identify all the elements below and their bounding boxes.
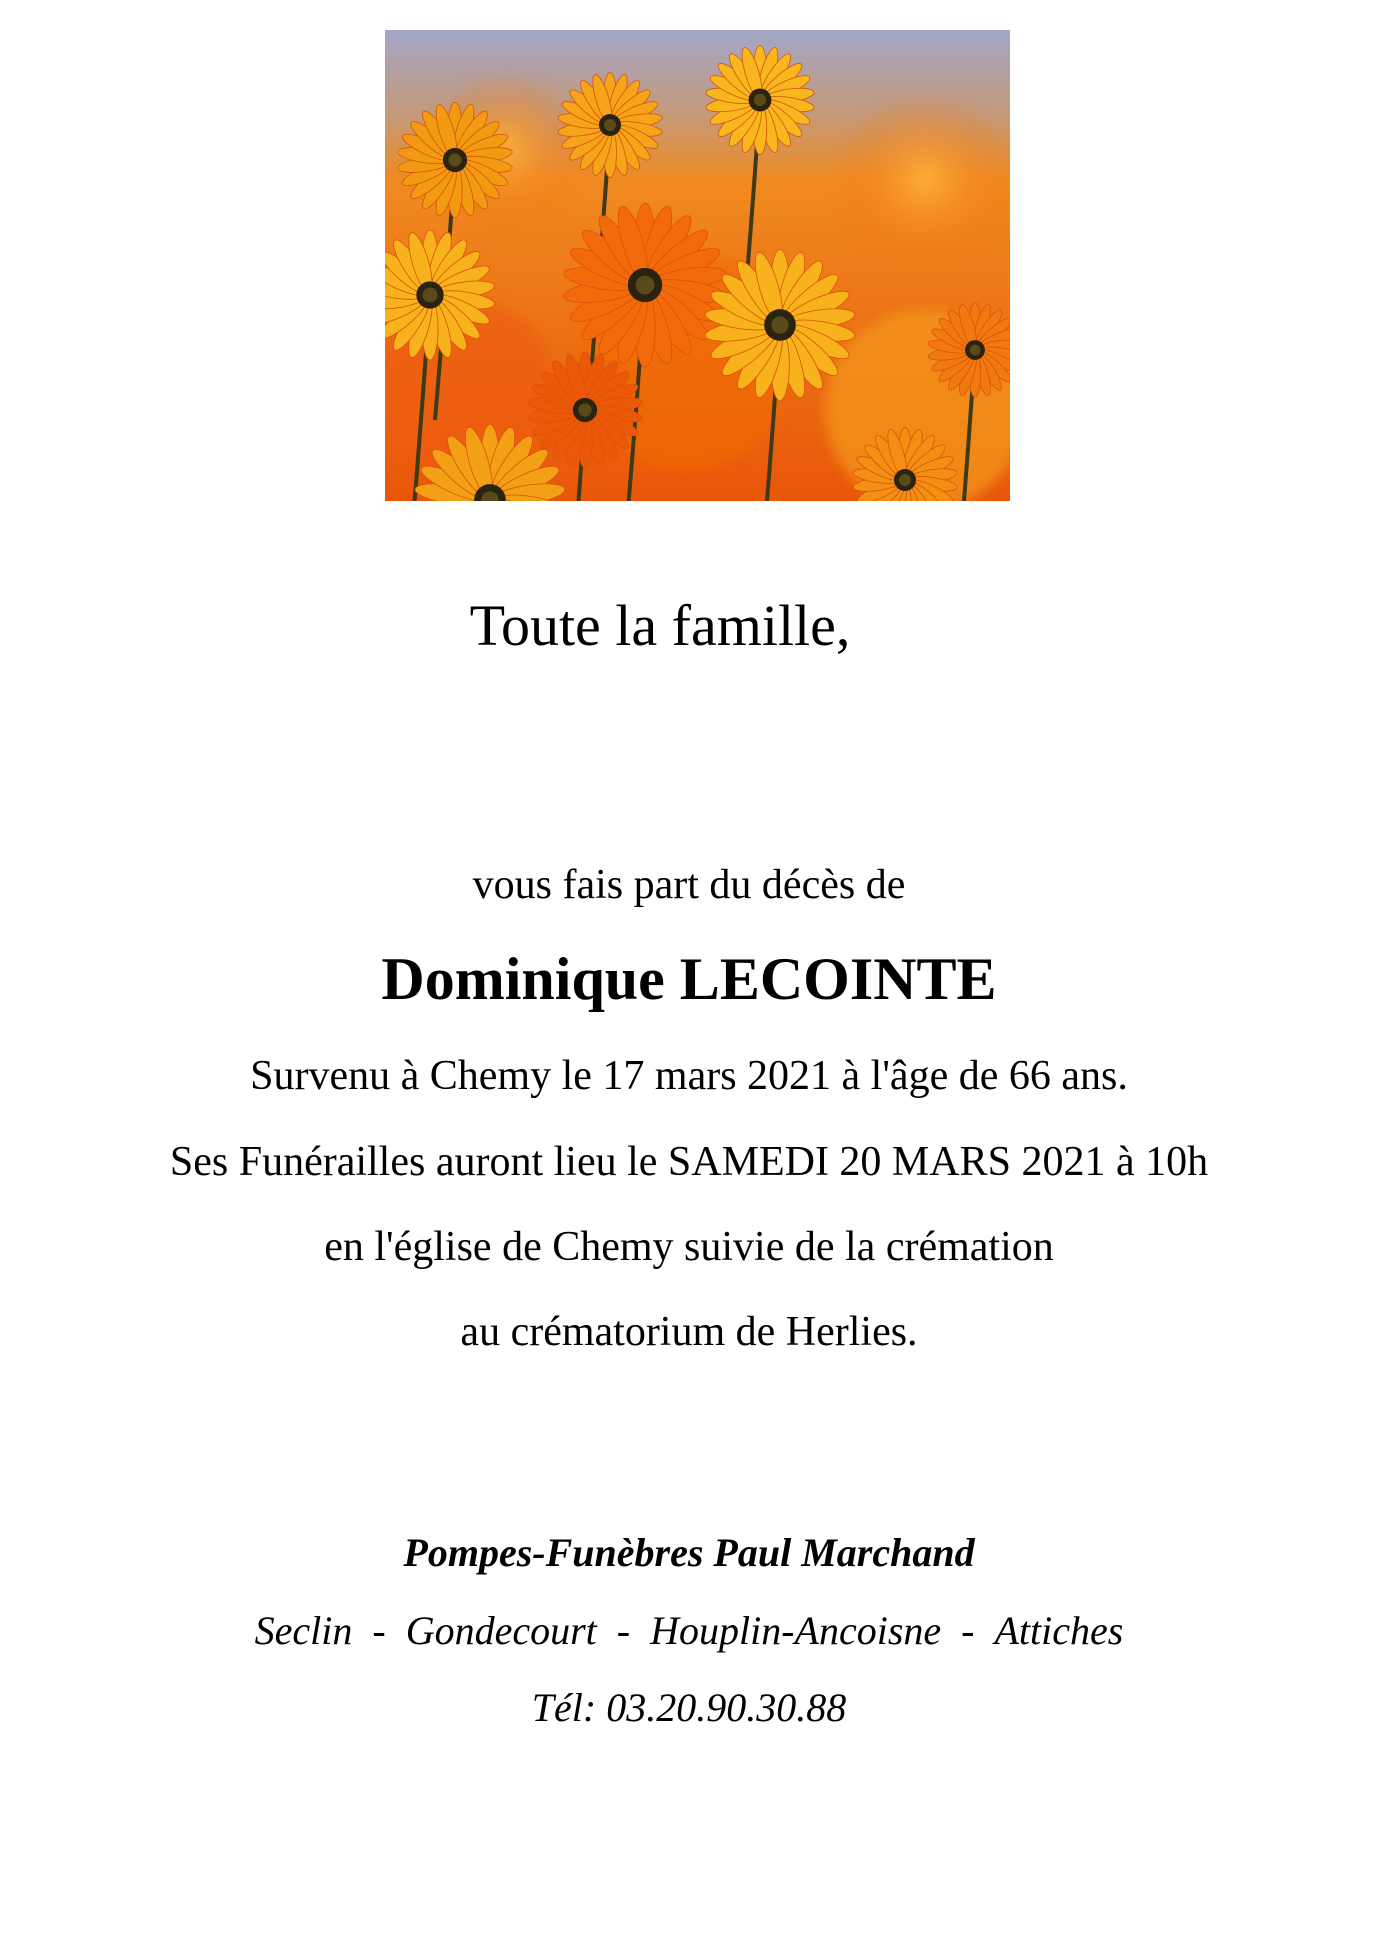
separator: - <box>961 1608 975 1653</box>
funeral-home-name: Pompes-Funèbres Paul Marchand <box>403 1530 975 1575</box>
announcement-intro: vous fais part du décès de <box>472 862 906 908</box>
greeting: Toute la famille, <box>469 593 851 658</box>
town: Gondecourt <box>405 1608 597 1653</box>
separator: - <box>616 1608 631 1653</box>
flower-photo <box>385 30 1010 501</box>
funeral-date: Ses Funérailles auront lieu le SAMEDI 20 MARS 2021 à 10h <box>169 1139 1209 1185</box>
church-cremation: en l'église de Chemy suivie de la crémation <box>324 1224 1054 1270</box>
town: Seclin <box>254 1608 353 1653</box>
town: Houplin-Ancoisne <box>650 1608 942 1653</box>
deceased-name: Dominique LECOINTE <box>381 946 997 1012</box>
funeral-home-phone: Tél: 03.20.90.30.88 <box>531 1685 847 1730</box>
orange-daisies-image <box>385 30 1010 501</box>
separator: - <box>372 1608 386 1653</box>
death-details: Survenu à Chemy le 17 mars 2021 à l'âge de 66 ans. <box>250 1053 1128 1099</box>
crematorium: au crématorium de Herlies. <box>460 1309 918 1355</box>
town: Attiches <box>994 1608 1124 1653</box>
funeral-home-towns <box>0 1608 1378 1653</box>
